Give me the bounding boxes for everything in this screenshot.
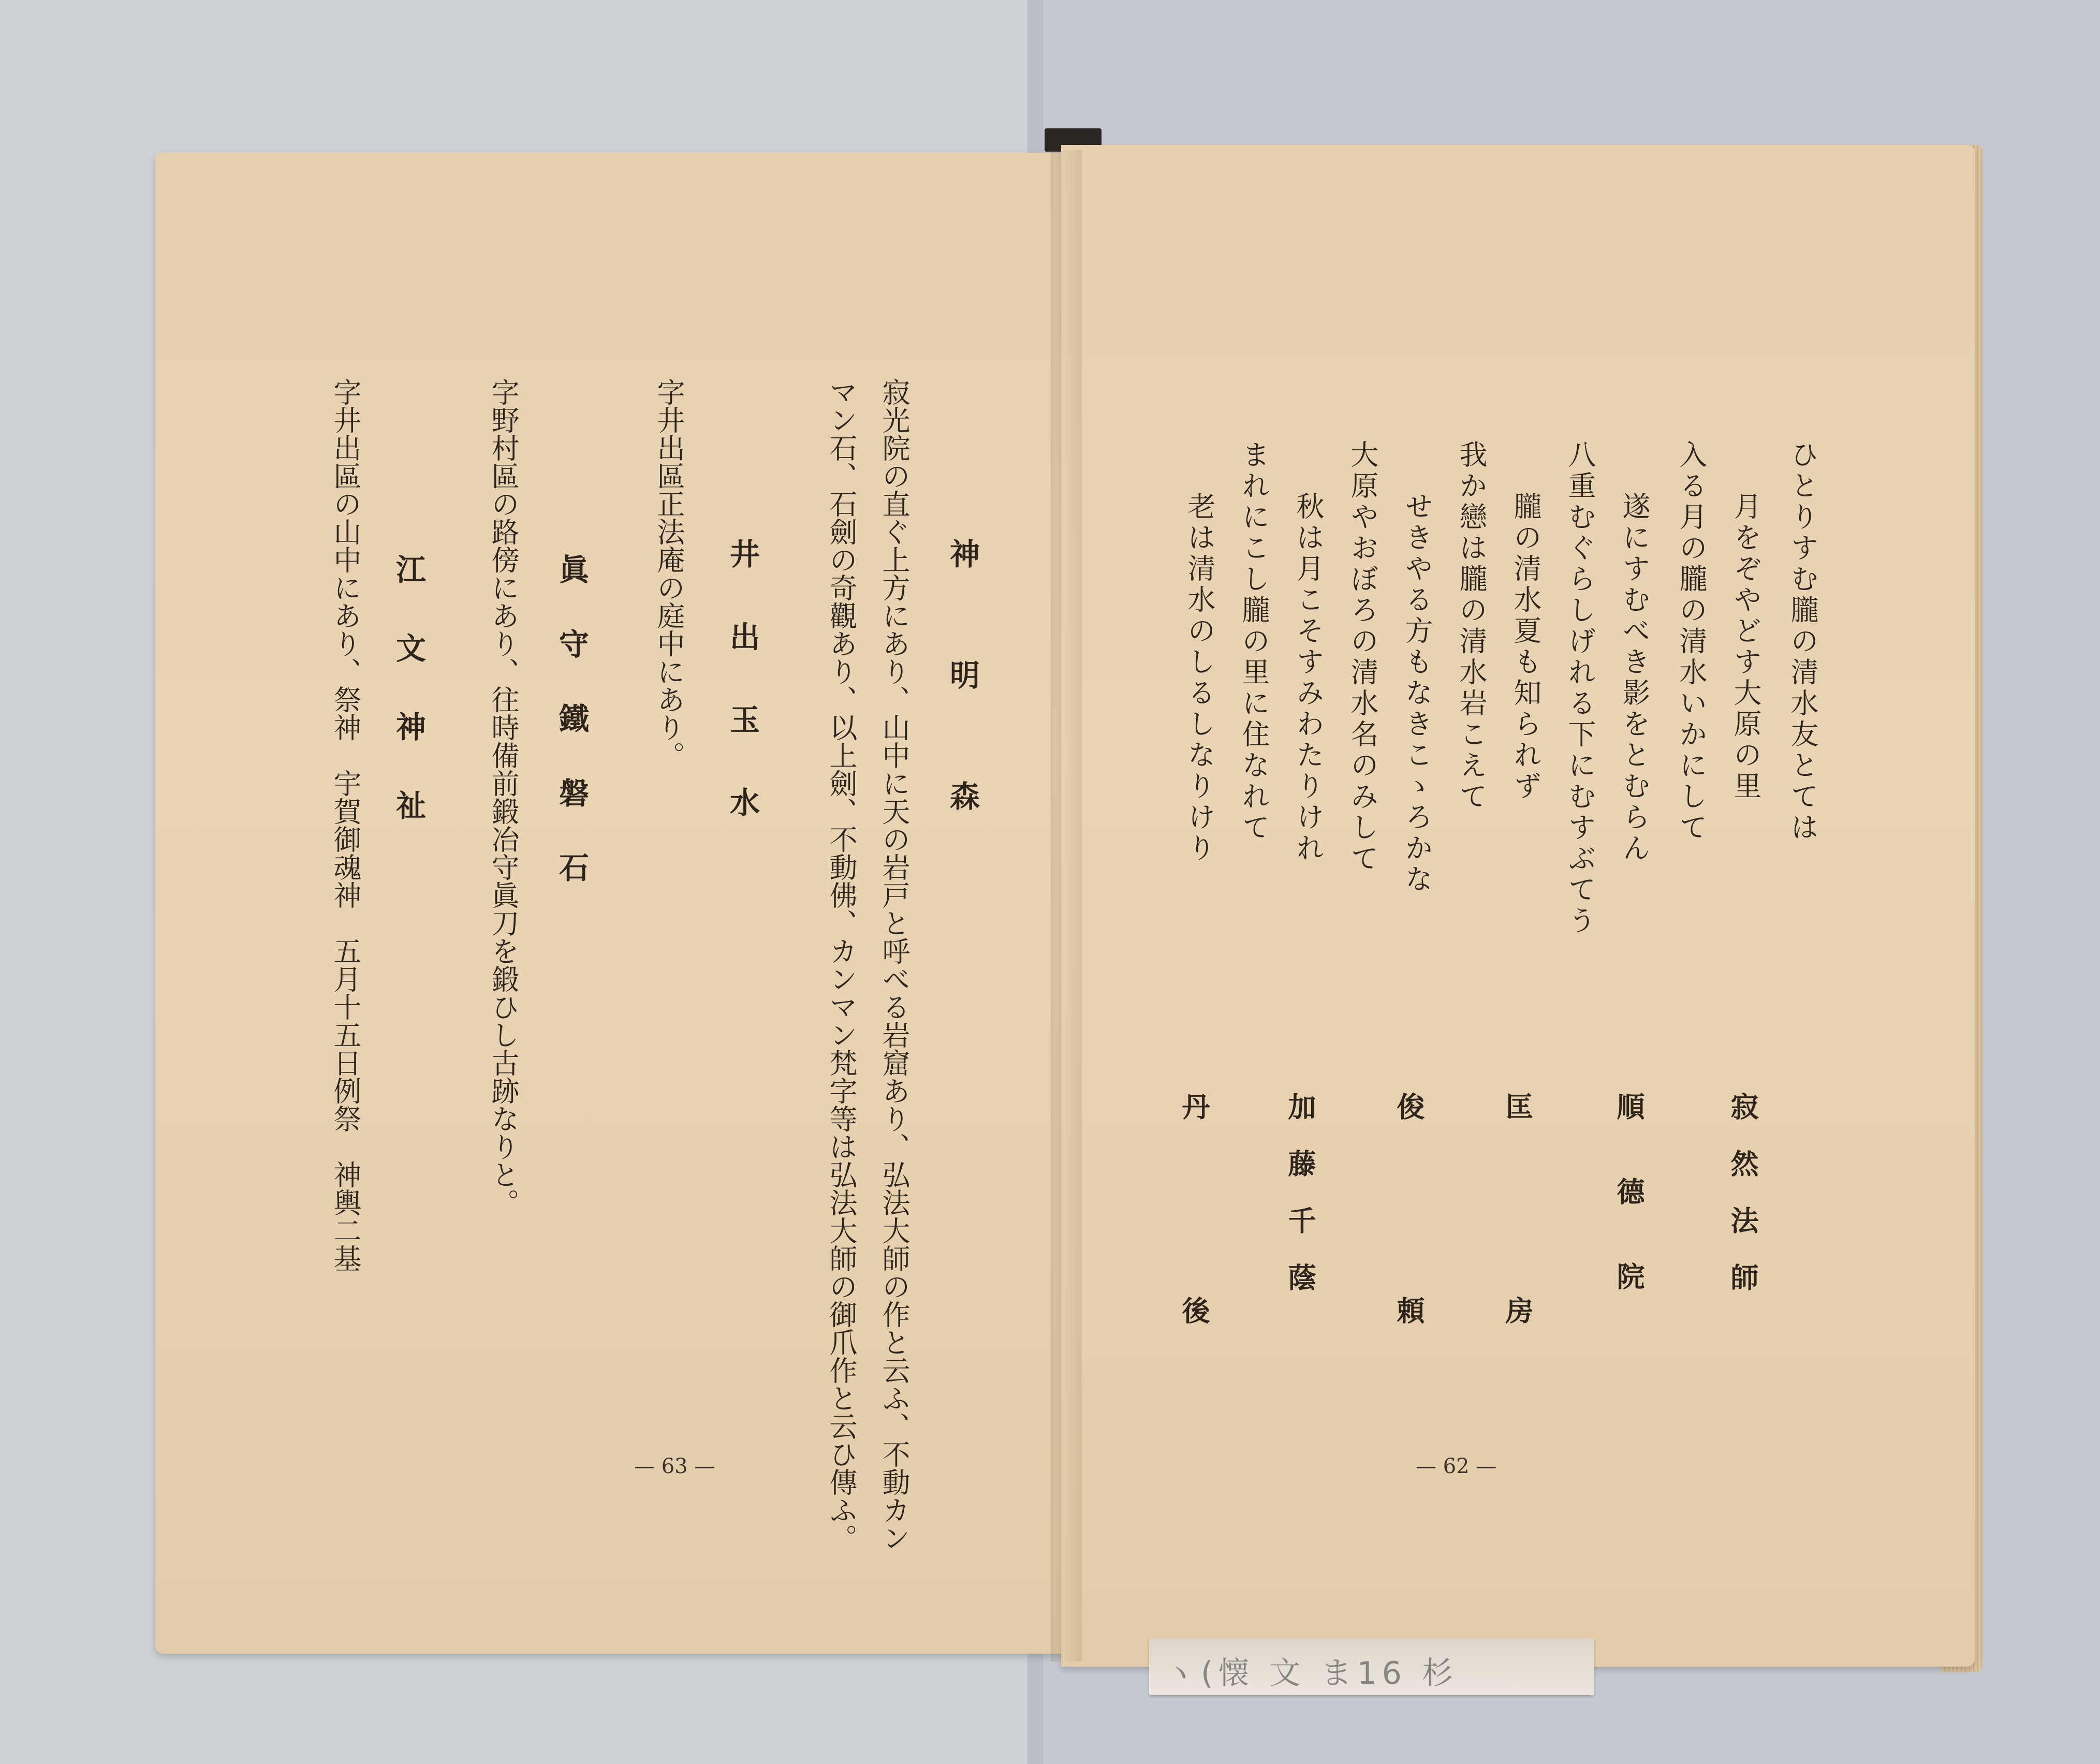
book-gutter	[1051, 150, 1082, 1662]
poem-line: 朧の清水夏も知られず	[1509, 492, 1542, 802]
heading-shinshu-tetsubanseki: 眞 守 鐵 磐 石	[554, 554, 589, 889]
heading-emon-jinja: 江 文 神 祉	[391, 554, 426, 829]
left-page	[155, 153, 1069, 1654]
poem-line: 月をぞやどす大原の里	[1729, 492, 1762, 802]
poem-author: 丹後	[1178, 1092, 1211, 1500]
poem-line: 入る月の朧の清水いかにして	[1675, 440, 1708, 844]
poem-line: 大原やおぼろの清水名のみして	[1346, 440, 1379, 875]
page-number-62: — 62 —	[1416, 1454, 1497, 1478]
poem-author: 匡房	[1501, 1092, 1534, 1500]
poem-line: ひとりすむ朧の清水友とては	[1786, 440, 1819, 844]
left-text-column: 寂光院の直ぐ上方にあり、山中に天の岩戸と呼べる岩窟あり、弘法大師の作と云ふ、不動カン	[878, 378, 911, 1552]
poem-line: 老は清水のしるしなりけり	[1183, 492, 1216, 864]
paper-strip	[1149, 1638, 1594, 1695]
left-text-column: 字井出區正法庵の庭中にあり。	[653, 378, 685, 769]
poem-author: 順德院	[1612, 1092, 1646, 1347]
poem-author: 寂然法師	[1726, 1092, 1759, 1320]
left-text-column: 字井出區の山中にあり、祭神 宇賀御魂神 五月十五日例祭 神輿二基	[329, 378, 362, 1272]
page-number-63: — 63 —	[634, 1454, 715, 1478]
strip-handwriting: ヽ(懐 文 ま16 杉	[1165, 1655, 1458, 1692]
poem-line: 秋は月こそすみわたりけれ	[1292, 492, 1325, 864]
poem-line: 我か戀は朧の清水岩こえて	[1455, 440, 1488, 813]
poem-line: まれにこし朧の里に住なれて	[1238, 440, 1270, 844]
poem-line: せきやる方もなきこゝろかな	[1401, 492, 1433, 895]
poem-author: 加藤千蔭	[1284, 1092, 1317, 1320]
poem-author: 俊頼	[1392, 1092, 1426, 1500]
left-text-column: マン石、石劍の奇觀あり、以上劍、不動佛、カンマン梵字等は弘法大師の御爪作と云ひ傳ふ。	[825, 378, 858, 1552]
left-text-column: 字野村區の路傍にあり、往時備前鍛冶守眞刀を鍛ひし古跡なりと。	[487, 378, 520, 1216]
poem-line: 八重むぐらしげれる下にむすぶてう	[1564, 440, 1596, 937]
poem-line: 遂にすむべき影をとむらん	[1618, 492, 1651, 864]
heading-shinmei-mori: 神 明 森	[945, 538, 980, 821]
heading-ide-tamamizu: 井 出 玉 水	[725, 538, 760, 828]
